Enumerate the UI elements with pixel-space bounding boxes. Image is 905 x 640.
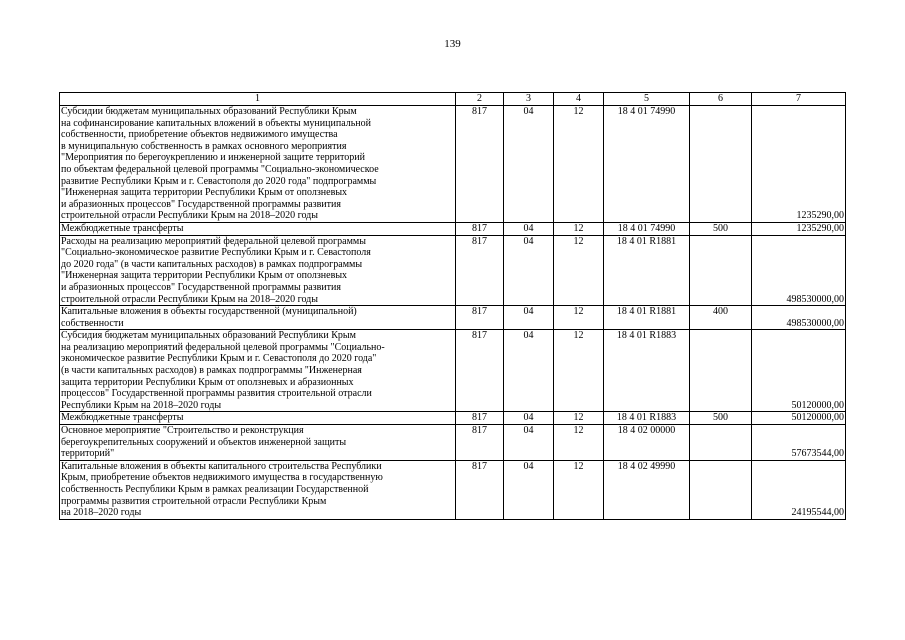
column-number: 1 bbox=[60, 93, 456, 106]
amount-cell: 1235290,00 bbox=[752, 222, 846, 235]
column-number-row bbox=[60, 93, 846, 106]
column-number: 4 bbox=[554, 93, 604, 106]
row-name-cell: Капитальные вложения в объекты государственной (муниципальной) собственности bbox=[60, 306, 456, 330]
amount-cell: 498530000,00 bbox=[752, 306, 846, 330]
amount-cell: 50120000,00 bbox=[752, 330, 846, 412]
budget-table bbox=[59, 92, 846, 520]
expense-type-cell bbox=[690, 460, 752, 519]
subsection-code-cell: 12 bbox=[554, 412, 604, 425]
amount-cell: 1235290,00 bbox=[752, 106, 846, 223]
table-row bbox=[60, 412, 846, 425]
table-row bbox=[60, 306, 846, 330]
column-number: 6 bbox=[690, 93, 752, 106]
column-number: 2 bbox=[456, 93, 504, 106]
subsection-code-cell: 12 bbox=[554, 425, 604, 461]
column-number: 5 bbox=[604, 93, 690, 106]
table-row bbox=[60, 330, 846, 412]
amount-cell: 57673544,00 bbox=[752, 425, 846, 461]
subsection-code-cell: 12 bbox=[554, 106, 604, 223]
section-code-cell: 04 bbox=[504, 222, 554, 235]
table-row bbox=[60, 425, 846, 461]
subsection-code-cell: 12 bbox=[554, 330, 604, 412]
column-number: 3 bbox=[504, 93, 554, 106]
subsection-code-cell: 12 bbox=[554, 460, 604, 519]
ministry-code-cell: 817 bbox=[456, 222, 504, 235]
subsection-code-cell: 12 bbox=[554, 306, 604, 330]
target-article-cell: 18 4 01 R1883 bbox=[604, 330, 690, 412]
ministry-code-cell: 817 bbox=[456, 235, 504, 306]
expense-type-cell: 500 bbox=[690, 222, 752, 235]
row-name-cell: Субсидия бюджетам муниципальных образований Республики Крым на реализацию мероприятий федеральной целевой программы "Социально- экономическое развитие Республики Крым и г. Севастополя до 2020 года" (в части капитальных расходов) в рамках подпрограммы "Инженерная защита территории Республики Крым от оползневых и абразионных процессов" Государственной программы развития строительной отрасли Республики Крым на 2018–2020 годы bbox=[60, 330, 456, 412]
column-number: 7 bbox=[752, 93, 846, 106]
subsection-code-cell: 12 bbox=[554, 222, 604, 235]
expense-type-cell bbox=[690, 106, 752, 223]
row-name-cell: Межбюджетные трансферты bbox=[60, 412, 456, 425]
section-code-cell: 04 bbox=[504, 330, 554, 412]
ministry-code-cell: 817 bbox=[456, 106, 504, 223]
expense-type-cell bbox=[690, 330, 752, 412]
row-name-cell: Межбюджетные трансферты bbox=[60, 222, 456, 235]
target-article-cell: 18 4 02 49990 bbox=[604, 460, 690, 519]
section-code-cell: 04 bbox=[504, 306, 554, 330]
target-article-cell: 18 4 01 R1881 bbox=[604, 235, 690, 306]
expense-type-cell bbox=[690, 425, 752, 461]
row-name-cell: Расходы на реализацию мероприятий федеральной целевой программы "Социально-экономическое развитие Республики Крым и г. Севастополя до 2020 года" (в части капитальных расходов) в рамках подпрограммы "Инженерная защита территории Республики Крым от оползневых и абразионных процессов" Государственной программы развития строительной отрасли Республики Крым на 2018–2020 годы bbox=[60, 235, 456, 306]
section-code-cell: 04 bbox=[504, 425, 554, 461]
table-row bbox=[60, 222, 846, 235]
table-row bbox=[60, 460, 846, 519]
page-number: 139 bbox=[444, 38, 461, 50]
section-code-cell: 04 bbox=[504, 106, 554, 223]
ministry-code-cell: 817 bbox=[456, 306, 504, 330]
amount-cell: 498530000,00 bbox=[752, 235, 846, 306]
target-article-cell: 18 4 01 R1881 bbox=[604, 306, 690, 330]
target-article-cell: 18 4 01 74990 bbox=[604, 106, 690, 223]
target-article-cell: 18 4 01 R1883 bbox=[604, 412, 690, 425]
table-row bbox=[60, 106, 846, 223]
table-body bbox=[60, 106, 846, 520]
table-row bbox=[60, 235, 846, 306]
section-code-cell: 04 bbox=[504, 235, 554, 306]
row-name-cell: Субсидии бюджетам муниципальных образований Республики Крым на софинансирование капитальных вложений в объекты муниципальной собственности, приобретение объектов недвижимого имущества в муниципальную собственность в рамках основного мероприятия "Мероприятия по берегоукреплению и инженерной защите территорий по объектам федеральной целевой программы "Социально-экономическое развитие Республики Крым и г. Севастополя до 2020 года" подпрограммы "Инженерная защита территории Республики Крым от оползневых и абразионных процессов" Государственной программы развития строительной отрасли Республики Крым на 2018–2020 годы bbox=[60, 106, 456, 223]
ministry-code-cell: 817 bbox=[456, 412, 504, 425]
row-name-cell: Основное мероприятие "Строительство и реконструкция берегоукрепительных сооружений и объектов инженерной защиты территорий" bbox=[60, 425, 456, 461]
expense-type-cell: 500 bbox=[690, 412, 752, 425]
target-article-cell: 18 4 02 00000 bbox=[604, 425, 690, 461]
amount-cell: 24195544,00 bbox=[752, 460, 846, 519]
section-code-cell: 04 bbox=[504, 460, 554, 519]
ministry-code-cell: 817 bbox=[456, 330, 504, 412]
target-article-cell: 18 4 01 74990 bbox=[604, 222, 690, 235]
expense-type-cell: 400 bbox=[690, 306, 752, 330]
amount-cell: 50120000,00 bbox=[752, 412, 846, 425]
row-name-cell: Капитальные вложения в объекты капитального строительства Республики Крым, приобретение объектов недвижимого имущества в государственную собственность Республики Крым в рамках реализации Государственной программы развития строительной отрасли Республики Крым на 2018–2020 годы bbox=[60, 460, 456, 519]
expense-type-cell bbox=[690, 235, 752, 306]
section-code-cell: 04 bbox=[504, 412, 554, 425]
ministry-code-cell: 817 bbox=[456, 425, 504, 461]
subsection-code-cell: 12 bbox=[554, 235, 604, 306]
ministry-code-cell: 817 bbox=[456, 460, 504, 519]
